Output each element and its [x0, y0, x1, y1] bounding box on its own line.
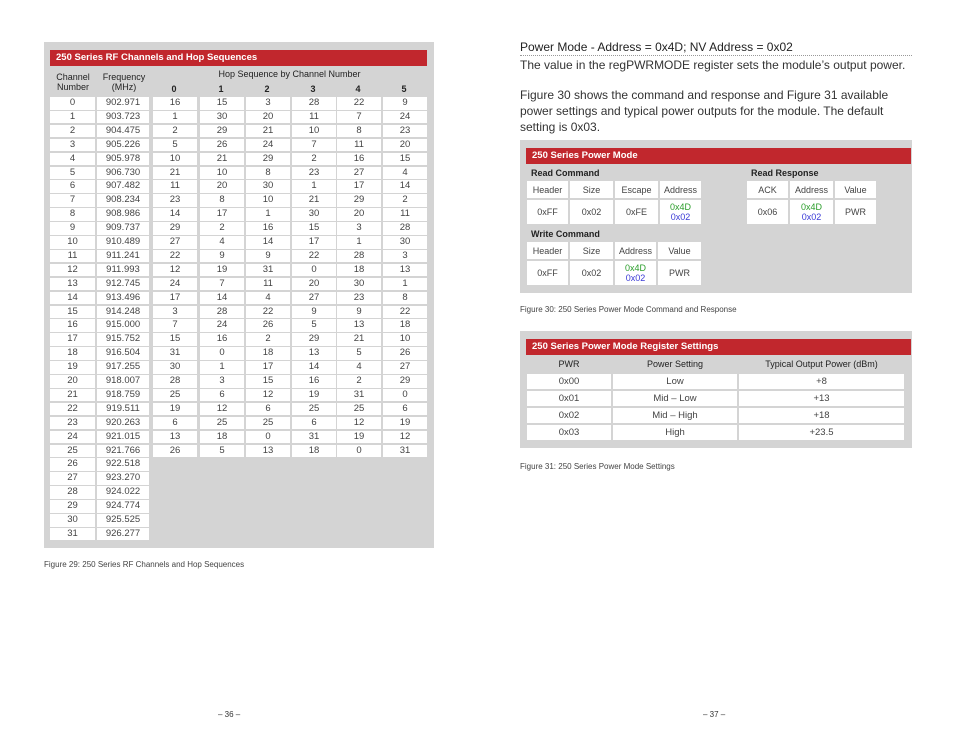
channel-number-cell: 14 [50, 292, 95, 305]
read-command-label: Read Command [531, 168, 600, 178]
read-resp-header-value: Value [835, 181, 876, 198]
hop-sequence-cell: 24 [153, 278, 197, 291]
hop-sequence-cell: 19 [383, 417, 427, 430]
hop-sequence-cell: 21 [153, 167, 197, 180]
hop-sequence-cell: 29 [200, 125, 244, 138]
address-primary: 0x4D [669, 202, 691, 212]
hop-sequence-cell: 17 [292, 236, 336, 249]
channel-number-cell: 19 [50, 361, 95, 374]
hop-sequence-cell: 2 [383, 194, 427, 207]
channel-number-cell: 22 [50, 403, 95, 416]
register-output-cell: +23.5 [739, 425, 904, 440]
hop-sequence-cell: 2 [153, 125, 197, 138]
register-setting-cell: High [613, 425, 737, 440]
hop-sequence-cell: 27 [292, 292, 336, 305]
hop-sequence-cell: 22 [246, 306, 290, 319]
read-resp-ack-value: 0x06 [747, 200, 788, 224]
hop-sequence-cell: 19 [200, 264, 244, 277]
hop-sequence-cell: 27 [337, 167, 381, 180]
register-header-pwr: PWR [558, 359, 580, 369]
hop-sequence-cell: 14 [383, 180, 427, 193]
hop-sequence-cell: 1 [200, 361, 244, 374]
hop-header-0: 0 [171, 84, 177, 94]
hop-sequence-cell: 30 [200, 111, 244, 124]
hop-sequence-cell: 30 [153, 361, 197, 374]
hop-sequence-cell: 30 [246, 180, 290, 193]
hop-sequence-cell: 4 [383, 167, 427, 180]
channel-number-cell: 6 [50, 180, 95, 193]
hop-sequence-cell: 16 [292, 375, 336, 388]
write-cmd-header-field: 0xFF [527, 261, 568, 285]
channel-number-cell: 17 [50, 333, 95, 346]
frequency-cell: 914.248 [97, 306, 149, 319]
frequency-cell: 924.774 [97, 500, 149, 513]
hop-sequence-cell: 28 [153, 375, 197, 388]
frequency-cell: 903.723 [97, 111, 149, 124]
hop-sequence-cell: 0 [383, 389, 427, 402]
register-header-power-setting: Power Setting [646, 359, 704, 369]
hop-sequence-cell: 14 [292, 361, 336, 374]
hop-sequence-cell: 12 [200, 403, 244, 416]
read-cmd-header-size: Size [570, 181, 613, 198]
hop-sequence-cell: 1 [292, 180, 336, 193]
channel-number-cell: 11 [50, 250, 95, 263]
frequency-cell: 908.234 [97, 194, 149, 207]
hop-sequence-cell: 14 [246, 236, 290, 249]
hop-sequence-cell: 21 [337, 333, 381, 346]
hop-sequence-cell: 15 [383, 153, 427, 166]
channel-number-cell: 2 [50, 125, 95, 138]
address-nv: 0x02 [670, 212, 691, 222]
channel-number-cell: 24 [50, 431, 95, 444]
hop-sequence-cell: 26 [200, 139, 244, 152]
hop-sequence-cell: 5 [200, 445, 244, 458]
hop-sequence-cell: 25 [246, 417, 290, 430]
read-cmd-header-address: Address [660, 181, 701, 198]
hop-sequence-cell: 10 [246, 194, 290, 207]
read-response-label: Read Response [751, 168, 819, 178]
figure-30-caption: Figure 30: 250 Series Power Mode Command and Response [520, 305, 737, 314]
hop-sequence-cell: 12 [383, 431, 427, 444]
hop-sequence-cell: 30 [383, 236, 427, 249]
channel-number-cell: 3 [50, 139, 95, 152]
hop-sequence-cell: 17 [200, 208, 244, 221]
channel-number-cell: 18 [50, 347, 95, 360]
frequency-cell: 907.482 [97, 180, 149, 193]
hop-sequence-cell: 18 [337, 264, 381, 277]
hop-header-2: 2 [264, 84, 270, 94]
frequency-cell: 909.737 [97, 222, 149, 235]
write-cmd-header-value: Value [658, 242, 701, 259]
channel-number-cell: 28 [50, 486, 95, 499]
hop-header-1: 1 [218, 84, 224, 94]
hop-header-4: 4 [355, 84, 361, 94]
figure-29-caption: Figure 29: 250 Series RF Channels and Hop Sequences [44, 560, 245, 569]
paragraph-line-2: power settings and typical power outputs for the module. The default [520, 104, 884, 118]
frequency-cell: 919.511 [97, 403, 149, 416]
col-header-frequency: Frequency (MHz) [102, 72, 146, 92]
hop-sequence-cell: 7 [337, 111, 381, 124]
hop-sequence-cell: 23 [292, 167, 336, 180]
write-cmd-address-field [615, 261, 656, 285]
hop-sequence-cell: 31 [246, 264, 290, 277]
address-primary: 0x4D [624, 263, 646, 273]
paragraph-line-3: setting is 0x03. [520, 120, 601, 134]
hop-sequence-cell: 18 [246, 347, 290, 360]
hop-sequence-cell: 20 [337, 208, 381, 221]
channel-number-cell: 25 [50, 445, 95, 458]
channel-number-cell: 9 [50, 222, 95, 235]
hop-sequence-cell: 31 [153, 347, 197, 360]
hop-sequence-cell: 10 [292, 125, 336, 138]
register-pwr-cell: 0x03 [527, 425, 611, 440]
hop-sequence-cell: 12 [246, 389, 290, 402]
hop-sequence-cell: 8 [200, 194, 244, 207]
register-header-output-power: Typical Output Power (dBm) [765, 359, 878, 369]
hop-sequence-cell: 13 [383, 264, 427, 277]
frequency-cell: 910.489 [97, 236, 149, 249]
hop-sequence-cell: 9 [246, 250, 290, 263]
frequency-cell: 918.759 [97, 389, 149, 402]
hop-sequence-cell: 0 [246, 431, 290, 444]
register-output-cell: +18 [739, 408, 904, 423]
register-setting-cell: Mid – Low [613, 391, 737, 406]
hop-sequence-cell: 22 [153, 250, 197, 263]
register-output-cell: +13 [739, 391, 904, 406]
hop-sequence-cell: 20 [200, 180, 244, 193]
hop-sequence-cell: 22 [383, 306, 427, 319]
hop-sequence-cell: 21 [292, 194, 336, 207]
hop-sequence-cell: 22 [292, 250, 336, 263]
hop-sequence-cell: 15 [153, 333, 197, 346]
hop-sequence-cell: 25 [153, 389, 197, 402]
read-cmd-address-value [660, 200, 701, 224]
hop-sequence-cell: 1 [246, 208, 290, 221]
read-cmd-size-value: 0x02 [570, 200, 613, 224]
hop-header-5: 5 [401, 84, 407, 94]
hop-sequence-cell: 28 [383, 222, 427, 235]
hop-header-3: 3 [310, 84, 316, 94]
frequency-cell: 918.007 [97, 375, 149, 388]
hop-sequence-cell: 22 [337, 97, 381, 110]
hop-sequence-cell: 19 [153, 403, 197, 416]
hop-sequence-cell: 2 [292, 153, 336, 166]
channel-number-cell: 13 [50, 278, 95, 291]
hop-sequence-cell: 21 [246, 125, 290, 138]
hop-sequence-cell: 11 [292, 111, 336, 124]
read-cmd-header-escape: Escape [615, 181, 658, 198]
channel-number-cell: 29 [50, 500, 95, 513]
write-cmd-header-address: Address [615, 242, 656, 259]
hop-sequence-cell: 20 [246, 111, 290, 124]
hop-sequence-cell: 0 [292, 264, 336, 277]
read-cmd-header-value: 0xFF [527, 200, 568, 224]
channel-number-cell: 27 [50, 472, 95, 485]
channel-number-cell: 21 [50, 389, 95, 402]
hop-sequence-cell: 25 [292, 403, 336, 416]
hop-sequence-cell: 11 [246, 278, 290, 291]
hop-sequence-cell: 1 [383, 278, 427, 291]
hop-sequence-cell: 17 [337, 180, 381, 193]
col-header-channel: Channel Number [56, 72, 90, 92]
hop-sequence-cell: 14 [200, 292, 244, 305]
channel-number-cell: 16 [50, 319, 95, 332]
hop-sequence-cell: 3 [337, 222, 381, 235]
channel-number-cell: 31 [50, 528, 95, 541]
frequency-cell: 911.993 [97, 264, 149, 277]
register-pwr-cell: 0x01 [527, 391, 611, 406]
channel-number-cell: 0 [50, 97, 95, 110]
hop-sequence-cell: 3 [383, 250, 427, 263]
hop-sequence-cell: 31 [337, 389, 381, 402]
hop-sequence-cell: 18 [200, 431, 244, 444]
write-cmd-value-field: PWR [658, 261, 701, 285]
frequency-cell: 915.000 [97, 319, 149, 332]
hop-sequence-cell: 11 [337, 139, 381, 152]
channel-number-cell: 15 [50, 306, 95, 319]
channel-number-cell: 20 [50, 375, 95, 388]
hop-sequence-cell: 3 [153, 306, 197, 319]
address-nv: 0x02 [801, 212, 822, 222]
hop-sequence-cell: 16 [246, 222, 290, 235]
hop-sequence-cell: 23 [153, 194, 197, 207]
register-pwr-cell: 0x00 [527, 374, 611, 389]
frequency-cell: 913.496 [97, 292, 149, 305]
hop-sequence-cell: 15 [200, 97, 244, 110]
hop-sequence-cell: 7 [292, 139, 336, 152]
hop-sequence-cell: 10 [383, 333, 427, 346]
hop-sequence-cell: 23 [337, 292, 381, 305]
hop-sequence-cell: 10 [153, 153, 197, 166]
hop-sequence-cell: 2 [337, 375, 381, 388]
hop-sequence-cell: 2 [200, 222, 244, 235]
channel-number-cell: 4 [50, 153, 95, 166]
hop-sequence-cell: 6 [383, 403, 427, 416]
power-mode-title: 250 Series Power Mode [526, 148, 911, 164]
frequency-cell: 917.255 [97, 361, 149, 374]
channel-number-cell: 1 [50, 111, 95, 124]
frequency-cell: 904.475 [97, 125, 149, 138]
hop-sequence-cell: 20 [383, 139, 427, 152]
frequency-cell: 908.986 [97, 208, 149, 221]
hop-sequence-cell: 31 [292, 431, 336, 444]
write-cmd-header-header: Header [527, 242, 568, 259]
hop-sequence-cell: 5 [153, 139, 197, 152]
hop-sequence-cell: 10 [200, 167, 244, 180]
hop-sequence-cell: 5 [292, 319, 336, 332]
hop-sequence-cell: 9 [292, 306, 336, 319]
register-pwr-cell: 0x02 [527, 408, 611, 423]
frequency-cell: 906.730 [97, 167, 149, 180]
hop-sequence-cell: 9 [337, 306, 381, 319]
hop-sequence-cell: 2 [246, 333, 290, 346]
hop-sequence-cell: 11 [153, 180, 197, 193]
hop-sequence-cell: 6 [153, 417, 197, 430]
figure-31-caption: Figure 31: 250 Series Power Mode Settings [520, 462, 675, 471]
frequency-cell: 920.263 [97, 417, 149, 430]
hop-sequence-cell: 4 [246, 292, 290, 305]
channel-number-cell: 30 [50, 514, 95, 527]
register-settings-title: 250 Series Power Mode Register Settings [526, 339, 911, 355]
hop-sequence-cell: 6 [246, 403, 290, 416]
channel-number-cell: 12 [50, 264, 95, 277]
hop-sequence-cell: 16 [337, 153, 381, 166]
frequency-cell: 902.971 [97, 97, 149, 110]
channel-number-cell: 23 [50, 417, 95, 430]
channel-number-cell: 10 [50, 236, 95, 249]
hop-sequence-cell: 13 [337, 319, 381, 332]
hop-sequence-cell: 20 [292, 278, 336, 291]
hop-sequence-cell: 28 [200, 306, 244, 319]
address-nv: 0x02 [625, 273, 646, 283]
hop-sequence-cell: 0 [200, 347, 244, 360]
hop-sequence-cell: 28 [292, 97, 336, 110]
register-setting-cell: Mid – High [613, 408, 737, 423]
hop-sequence-cell: 6 [200, 389, 244, 402]
hop-sequence-cell: 26 [153, 445, 197, 458]
hop-sequence-cell: 19 [337, 431, 381, 444]
hop-sequence-cell: 25 [337, 403, 381, 416]
page-number-left: – 36 – [218, 710, 241, 719]
hop-sequence-cell: 16 [153, 97, 197, 110]
frequency-cell: 916.504 [97, 347, 149, 360]
frequency-cell: 925.525 [97, 514, 149, 527]
write-cmd-size-field: 0x02 [570, 261, 613, 285]
write-cmd-header-size: Size [570, 242, 613, 259]
hop-sequence-cell: 24 [383, 111, 427, 124]
hop-sequence-cell: 27 [153, 236, 197, 249]
hop-sequence-cell: 0 [337, 445, 381, 458]
read-resp-header-address: Address [790, 181, 833, 198]
hop-sequence-cell: 3 [200, 375, 244, 388]
channel-table-title: 250 Series RF Channels and Hop Sequences [50, 50, 427, 66]
hop-sequence-cell: 5 [337, 347, 381, 360]
hop-sequence-cell: 4 [200, 236, 244, 249]
hop-sequence-cell: 9 [383, 97, 427, 110]
hop-sequence-cell: 25 [200, 417, 244, 430]
hop-sequence-cell: 17 [246, 361, 290, 374]
channel-number-cell: 7 [50, 194, 95, 207]
read-resp-value: PWR [835, 200, 876, 224]
hop-sequence-cell: 21 [200, 153, 244, 166]
hop-sequence-cell: 26 [383, 347, 427, 360]
hop-sequence-cell: 29 [246, 153, 290, 166]
frequency-cell: 905.226 [97, 139, 149, 152]
hop-sequence-cell: 7 [200, 278, 244, 291]
address-primary: 0x4D [800, 202, 822, 212]
page-number-right: – 37 – [703, 710, 726, 719]
hop-sequence-cell: 19 [292, 389, 336, 402]
paragraph-line-1: Figure 30 shows the command and response and Figure 31 available [520, 88, 889, 102]
hop-sequence-cell: 24 [246, 139, 290, 152]
channel-number-cell: 8 [50, 208, 95, 221]
frequency-cell: 923.270 [97, 472, 149, 485]
hop-sequence-cell: 27 [383, 361, 427, 374]
hop-sequence-cell: 3 [246, 97, 290, 110]
hop-sequence-cell: 29 [383, 375, 427, 388]
hop-sequence-cell: 1 [153, 111, 197, 124]
frequency-cell: 924.022 [97, 486, 149, 499]
hop-sequence-cell: 29 [153, 222, 197, 235]
read-resp-address-value [790, 200, 833, 224]
hop-sequence-cell: 12 [153, 264, 197, 277]
frequency-cell: 911.241 [97, 250, 149, 263]
hop-sequence-cell: 24 [200, 319, 244, 332]
hop-sequence-cell: 18 [292, 445, 336, 458]
hop-sequence-cell: 15 [292, 222, 336, 235]
hop-sequence-cell: 14 [153, 208, 197, 221]
hop-sequence-cell: 13 [153, 431, 197, 444]
hop-sequence-cell: 8 [337, 125, 381, 138]
hop-sequence-cell: 8 [246, 167, 290, 180]
frequency-cell: 921.766 [97, 445, 149, 458]
frequency-cell: 915.752 [97, 333, 149, 346]
read-resp-header-ack: ACK [747, 181, 788, 198]
hop-sequence-cell: 7 [153, 319, 197, 332]
hop-sequence-cell: 17 [153, 292, 197, 305]
hop-sequence-cell: 8 [383, 292, 427, 305]
register-setting-cell: Low [613, 374, 737, 389]
heading-dotted-rule [520, 55, 912, 56]
frequency-cell: 912.745 [97, 278, 149, 291]
hop-sequence-cell: 16 [200, 333, 244, 346]
hop-sequence-cell: 31 [383, 445, 427, 458]
hop-sequence-cell: 11 [383, 208, 427, 221]
hop-sequence-cell: 13 [246, 445, 290, 458]
hop-sequence-cell: 1 [337, 236, 381, 249]
paragraph-register-intro: The value in the regPWRMODE register sets the module’s output power. [520, 58, 906, 72]
hop-sequence-cell: 9 [200, 250, 244, 263]
read-cmd-escape-value: 0xFE [615, 200, 658, 224]
channel-number-cell: 26 [50, 458, 95, 471]
frequency-cell: 922.518 [97, 458, 149, 471]
write-command-label: Write Command [531, 229, 600, 239]
hop-sequence-cell: 28 [337, 250, 381, 263]
col-header-hop-sequence: Hop Sequence by Channel Number [218, 69, 361, 79]
read-cmd-header-header: Header [527, 181, 568, 198]
hop-sequence-cell: 30 [337, 278, 381, 291]
channel-number-cell: 5 [50, 167, 95, 180]
hop-sequence-cell: 4 [337, 361, 381, 374]
hop-sequence-cell: 29 [292, 333, 336, 346]
frequency-cell: 921.015 [97, 431, 149, 444]
hop-sequence-cell: 30 [292, 208, 336, 221]
hop-sequence-cell: 26 [246, 319, 290, 332]
frequency-cell: 926.277 [97, 528, 149, 541]
register-output-cell: +8 [739, 374, 904, 389]
hop-sequence-cell: 23 [383, 125, 427, 138]
frequency-cell: 905.978 [97, 153, 149, 166]
hop-sequence-cell: 12 [337, 417, 381, 430]
power-mode-heading: Power Mode - Address = 0x4D; NV Address = 0x02 [520, 40, 793, 54]
hop-sequence-cell: 15 [246, 375, 290, 388]
hop-sequence-cell: 29 [337, 194, 381, 207]
hop-sequence-cell: 13 [292, 347, 336, 360]
hop-sequence-cell: 18 [383, 319, 427, 332]
hop-sequence-cell: 6 [292, 417, 336, 430]
